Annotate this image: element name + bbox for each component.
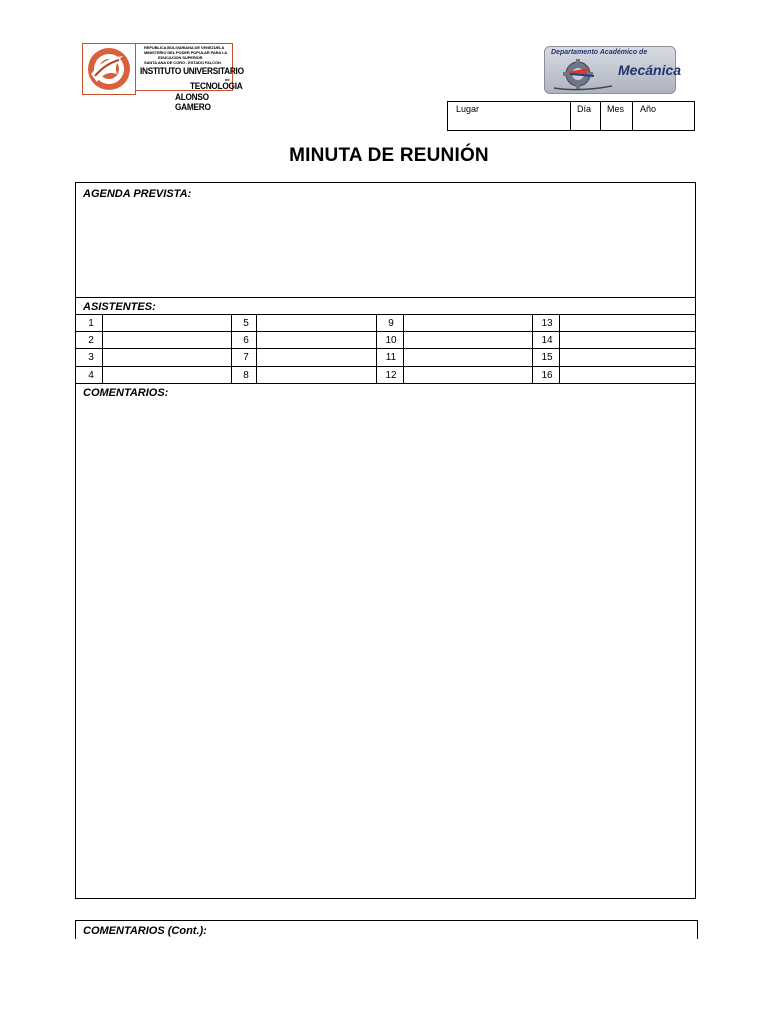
mes-field[interactable]: Mes [601,102,633,130]
attendee-number: 15 [541,352,553,363]
dia-field[interactable]: Día [571,102,601,130]
institute-line-1: REPUBLICA BOLIVARIANA DE VENEZUELA [144,45,225,50]
attendee-number: 1 [88,318,94,329]
divider [76,331,695,332]
comentarios-cont-box [75,920,698,939]
institute-line-4: SANTA ANA DE CORO - ESTADO FALCON [144,60,221,65]
ano-field[interactable]: Año [640,104,657,114]
institute-line-3: EDUCACION SUPERIOR [158,55,203,60]
attendee-number: 10 [385,335,397,346]
lugar-field[interactable]: Lugar [448,102,571,130]
institute-emblem-icon [82,43,136,95]
divider [76,348,695,349]
divider [76,383,695,384]
attendee-number: 8 [243,370,249,381]
place-date-box [447,101,695,131]
attendee-number: 14 [541,335,553,346]
divider [376,314,377,383]
attendee-number: 16 [541,370,553,381]
agenda-area[interactable] [76,203,695,297]
institute-name-de: de [225,77,230,82]
attendee-number: 11 [385,352,397,363]
divider [76,297,695,298]
attendee-number: 6 [243,335,249,346]
department-label: Departamento Académico de [551,49,648,56]
asistentes-label: ASISTENTES: [83,301,156,313]
institute-name-alonso-gamero: ALONSO GAMERO [175,92,211,112]
attendee-number: 13 [541,318,553,329]
gear-icon [550,58,616,94]
institute-name-tecnologia: TECNOLOGIA [190,81,243,91]
comentarios-label: COMENTARIOS: [83,387,169,399]
divider [76,366,695,367]
attendee-number: 4 [88,370,94,381]
department-logo [544,46,682,96]
attendee-number: 3 [88,352,94,363]
divider [76,314,695,315]
comentarios-cont-label: COMENTARIOS (Cont.): [83,925,207,937]
divider [532,314,533,383]
divider [231,314,232,383]
institute-line-2: MINISTERIO DEL PODER POPULAR PARA LA [144,50,228,55]
attendee-number: 2 [88,335,94,346]
institute-logo [82,42,244,112]
department-name: Mecánica [618,62,682,78]
minutes-form [75,182,696,899]
attendee-number: 9 [388,318,394,329]
attendee-number: 7 [243,352,249,363]
agenda-label: AGENDA PREVISTA: [83,188,192,200]
attendee-number: 12 [385,370,397,381]
institute-name: INSTITUTO UNIVERSITARIO [140,66,244,76]
page-title: MINUTA DE REUNIÓN [289,145,489,166]
comentarios-area[interactable] [76,401,695,898]
attendee-number: 5 [243,318,249,329]
